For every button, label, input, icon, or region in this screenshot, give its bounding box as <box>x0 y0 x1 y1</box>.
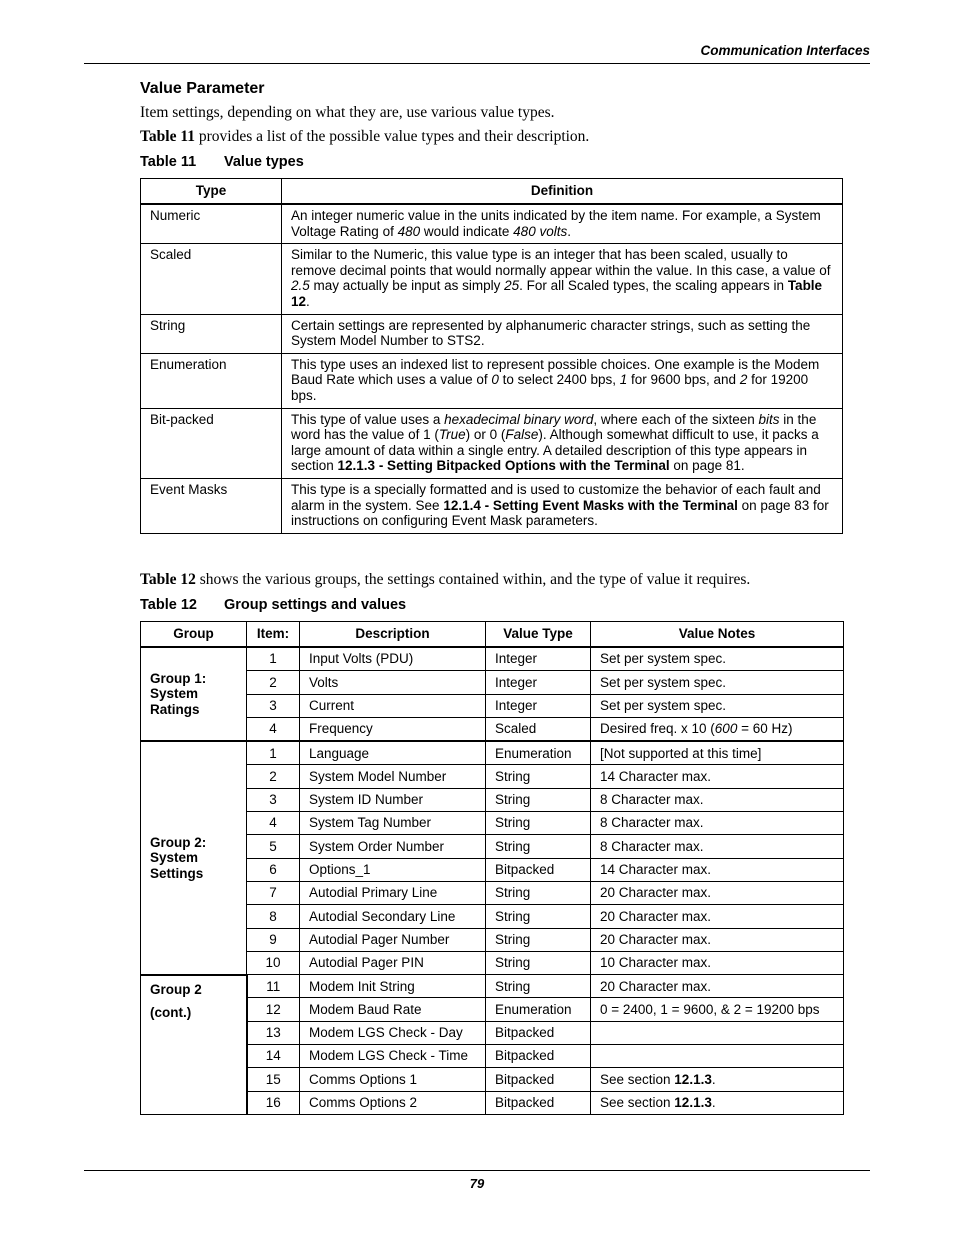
value-type-cell: Bitpacked <box>486 1045 591 1068</box>
description-cell: Comms Options 1 <box>300 1068 486 1091</box>
table-row <box>141 1068 844 1091</box>
caption-number: Table 12 <box>140 597 197 613</box>
paragraph-text: shows the various groups, the settings contained within, and the type of value it requires. <box>195 571 751 588</box>
item-cell: 2 <box>247 671 300 694</box>
description-cell: Modem LGS Check - Time <box>300 1045 486 1068</box>
type-cell: Bit-packed <box>141 408 282 478</box>
table-row <box>141 1045 844 1068</box>
footer-rule <box>84 1170 870 1171</box>
value-notes-cell: Set per system spec. <box>591 694 844 717</box>
item-cell: 5 <box>247 835 300 858</box>
table-row <box>141 671 844 694</box>
intro-paragraph: Item settings, depending on what they are, use various value types. <box>140 104 555 121</box>
value-type-cell: Integer <box>486 671 591 694</box>
table-header-row <box>141 179 843 205</box>
table-row <box>141 765 844 788</box>
running-header: Communication Interfaces <box>700 43 870 58</box>
table-row <box>141 204 843 244</box>
caption-number: Table 11 <box>140 154 197 170</box>
table-row <box>141 812 844 835</box>
table-row <box>141 741 844 765</box>
table-row <box>141 928 844 951</box>
item-cell: 13 <box>247 1021 300 1044</box>
value-type-cell: String <box>486 881 591 904</box>
item-cell: 6 <box>247 858 300 881</box>
header-value-notes: Value Notes <box>591 622 844 648</box>
item-cell: 2 <box>247 765 300 788</box>
group-label-line: System <box>150 850 199 866</box>
value-notes-cell: 8 Character max. <box>591 835 844 858</box>
group-label-line: (cont.) <box>150 1004 192 1020</box>
table11-reference-paragraph <box>140 128 589 146</box>
item-cell: 10 <box>247 951 300 974</box>
table-reference: Table 12 <box>140 571 196 588</box>
value-type-cell: Integer <box>486 694 591 717</box>
value-type-cell: Enumeration <box>486 998 591 1021</box>
description-cell: Options_1 <box>300 858 486 881</box>
description-cell: Autodial Primary Line <box>300 881 486 904</box>
value-notes-cell: 20 Character max. <box>591 975 844 998</box>
value-notes-cell: 20 Character max. <box>591 881 844 904</box>
description-cell: Comms Options 2 <box>300 1091 486 1114</box>
table-row <box>141 975 844 998</box>
header-value-type: Value Type <box>486 622 591 648</box>
table-row <box>141 717 844 741</box>
value-notes-cell: Desired freq. x 10 (600 = 60 Hz) <box>591 717 844 741</box>
header-group: Group <box>141 622 247 648</box>
paragraph-text: provides a list of the possible value types and their description. <box>195 128 590 145</box>
item-cell: 11 <box>247 975 300 998</box>
description-cell: Language <box>300 741 486 765</box>
item-cell: 14 <box>247 1045 300 1068</box>
value-type-cell: String <box>486 812 591 835</box>
value-type-cell: String <box>486 975 591 998</box>
description-cell: Modem LGS Check - Day <box>300 1021 486 1044</box>
header-rule <box>84 63 870 64</box>
description-cell: Autodial Pager Number <box>300 928 486 951</box>
value-notes-cell: See section 12.1.3. <box>591 1068 844 1091</box>
table-row <box>141 314 843 353</box>
description-cell: System Tag Number <box>300 812 486 835</box>
value-notes-cell: 8 Character max. <box>591 812 844 835</box>
group-settings-table <box>140 621 844 1115</box>
value-notes-cell: 20 Character max. <box>591 928 844 951</box>
table12-caption <box>140 597 406 613</box>
item-cell: 15 <box>247 1068 300 1091</box>
description-cell: System Model Number <box>300 765 486 788</box>
table-header-row <box>141 622 844 648</box>
section-title: Value Parameter <box>140 80 265 97</box>
group-cell <box>141 647 247 741</box>
table-row <box>141 998 844 1021</box>
description-cell: Current <box>300 694 486 717</box>
group-cell <box>141 975 247 1115</box>
table-row <box>141 788 844 811</box>
table-row <box>141 478 843 533</box>
table-row <box>141 1091 844 1114</box>
item-cell: 16 <box>247 1091 300 1114</box>
value-type-cell: String <box>486 835 591 858</box>
value-notes-cell: [Not supported at this time] <box>591 741 844 765</box>
value-type-cell: String <box>486 905 591 928</box>
value-type-cell: Bitpacked <box>486 858 591 881</box>
value-types-table <box>140 178 843 534</box>
table-row <box>141 353 843 408</box>
table-row <box>141 881 844 904</box>
description-cell: Autodial Pager PIN <box>300 951 486 974</box>
definition-cell: An integer numeric value in the units indicated by the item name. For example, a System Voltage Rating of 480 would indicate 480 volts. <box>282 204 843 244</box>
group-label-line: Ratings <box>150 701 200 717</box>
table-row <box>141 1021 844 1044</box>
description-cell: Modem Baud Rate <box>300 998 486 1021</box>
item-cell: 3 <box>247 694 300 717</box>
header-type: Type <box>141 179 282 205</box>
type-cell: Event Masks <box>141 478 282 533</box>
table-row <box>141 408 843 478</box>
table-row <box>141 244 843 314</box>
description-cell: Volts <box>300 671 486 694</box>
description-cell: Input Volts (PDU) <box>300 647 486 671</box>
value-notes-cell: 20 Character max. <box>591 905 844 928</box>
value-type-cell: Scaled <box>486 717 591 741</box>
value-notes-cell: Set per system spec. <box>591 671 844 694</box>
caption-title: Value types <box>224 154 304 170</box>
description-cell: System ID Number <box>300 788 486 811</box>
item-cell: 1 <box>247 647 300 671</box>
group-label-line: Group 2: <box>150 834 207 850</box>
type-cell: Scaled <box>141 244 282 314</box>
item-cell: 3 <box>247 788 300 811</box>
table-row <box>141 858 844 881</box>
definition-cell: Similar to the Numeric, this value type is an integer that has been scaled, usually to remove decimal points that would normally appear within the value. In this case, a value of 2.5 may actually be input as simply 25. For all Scaled types, the scaling appears in Table 12. <box>282 244 843 314</box>
definition-cell: This type of value uses a hexadecimal binary word, where each of the sixteen bits in the word has the value of 1 (True) or 0 (False). Although somewhat difficult to use, it packs a large amount of data within a single entry. A detailed description of this type appears in section 12.1.3 - Setting Bitpacked Options with the Terminal on page 81. <box>282 408 843 478</box>
value-type-cell: Bitpacked <box>486 1091 591 1114</box>
value-notes-cell: See section 12.1.3. <box>591 1091 844 1114</box>
table-row <box>141 835 844 858</box>
item-cell: 4 <box>247 717 300 741</box>
caption-title: Group settings and values <box>224 597 407 613</box>
value-type-cell: String <box>486 788 591 811</box>
item-cell: 7 <box>247 881 300 904</box>
description-cell: Modem Init String <box>300 975 486 998</box>
table-row <box>141 647 844 671</box>
type-cell: Enumeration <box>141 353 282 408</box>
value-notes-cell: 14 Character max. <box>591 765 844 788</box>
value-notes-cell: 8 Character max. <box>591 788 844 811</box>
value-type-cell: String <box>486 928 591 951</box>
definition-cell: This type uses an indexed list to represent possible choices. One example is the Modem Baud Rate which uses a value of 0 to select 2400 bps, 1 for 9600 bps, and 2 for 19200 bps. <box>282 353 843 408</box>
item-cell: 12 <box>247 998 300 1021</box>
item-cell: 4 <box>247 812 300 835</box>
item-cell: 8 <box>247 905 300 928</box>
value-notes-cell <box>591 1021 844 1044</box>
value-type-cell: Bitpacked <box>486 1021 591 1044</box>
value-notes-cell: 10 Character max. <box>591 951 844 974</box>
header-description: Description <box>300 622 486 648</box>
item-cell: 1 <box>247 741 300 765</box>
group-label-line: Group 2 <box>150 981 202 997</box>
value-type-cell: Integer <box>486 647 591 671</box>
table-reference: Table 11 <box>140 128 195 145</box>
value-type-cell: Bitpacked <box>486 1068 591 1091</box>
table11-caption <box>140 154 304 170</box>
definition-cell: Certain settings are represented by alphanumeric character strings, such as setting the System Model Number to STS2. <box>282 314 843 353</box>
header-item: Item: <box>247 622 300 648</box>
table-row <box>141 951 844 974</box>
page-number: 79 <box>469 1176 485 1191</box>
definition-cell: This type is a specially formatted and is used to customize the behavior of each fault and alarm in the system. See 12.1.4 - Setting Event Masks with the Terminal on page 83 for instructions on configuring Event Mask parameters. <box>282 478 843 533</box>
header-definition: Definition <box>282 179 843 205</box>
group-label-line: Group 1: <box>150 670 207 686</box>
description-cell: Frequency <box>300 717 486 741</box>
value-notes-cell: Set per system spec. <box>591 647 844 671</box>
value-type-cell: Enumeration <box>486 741 591 765</box>
value-notes-cell: 14 Character max. <box>591 858 844 881</box>
value-type-cell: String <box>486 951 591 974</box>
type-cell: String <box>141 314 282 353</box>
table12-reference-paragraph <box>140 571 750 589</box>
description-cell: Autodial Secondary Line <box>300 905 486 928</box>
group-label-line: System <box>150 686 199 702</box>
type-cell: Numeric <box>141 204 282 244</box>
value-notes-cell: 0 = 2400, 1 = 9600, & 2 = 19200 bps <box>591 998 844 1021</box>
group-cell <box>141 741 247 974</box>
item-cell: 9 <box>247 928 300 951</box>
table-row <box>141 694 844 717</box>
group-label-line: Settings <box>150 865 204 881</box>
table-row <box>141 905 844 928</box>
value-type-cell: String <box>486 765 591 788</box>
description-cell: System Order Number <box>300 835 486 858</box>
value-notes-cell <box>591 1045 844 1068</box>
